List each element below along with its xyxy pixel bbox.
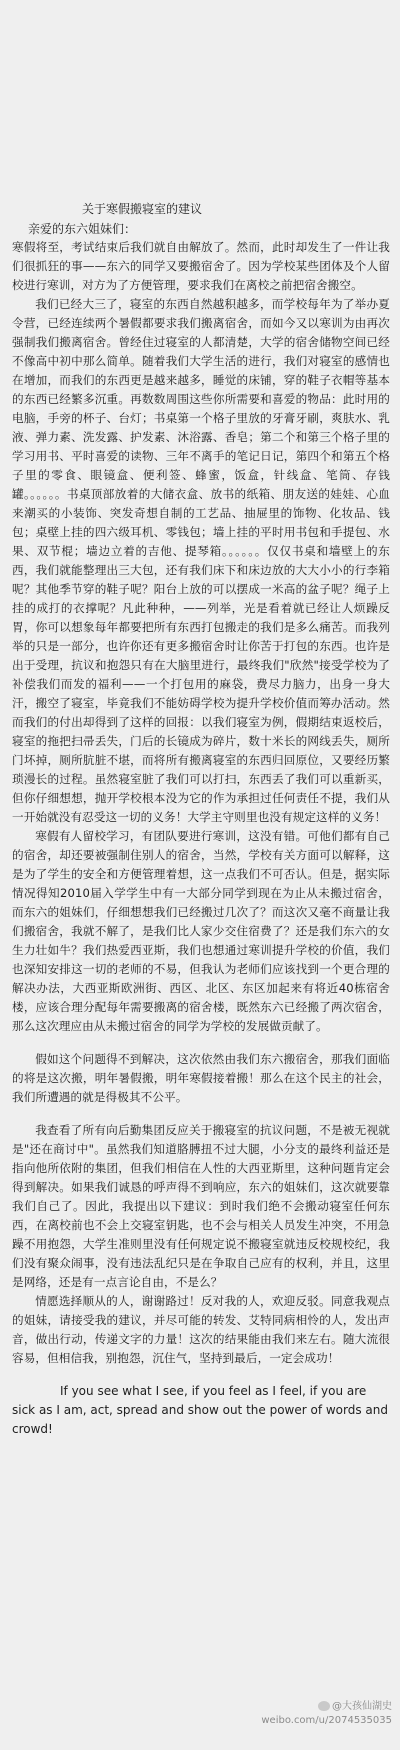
- watermark-handle: @大孩仙湖史: [332, 1701, 392, 1712]
- paragraph-3: 寒假有人留校学习，有团队要进行寒训，这没有错。可他们都有自己的宿舍，却还要被强制住别人的宿舍，当然，学校有关方面可以解释，这是为了学生的安全和方便管理着想，这一点我们不可否认。但是，据实际情况得知2010届入学学生中有一大部分同学到现在为止从未搬过宿舍，而东六的姐妹们，仔细想想我们已经搬过几次了？而这次又毫不商量让我们搬宿舍，我就不解了，是我们比人家少交住宿费了？还是我们东六的女生力壮如牛？我们热爱西亚斯，我们也想通过寒训提升学校的价值，我们也深知安排这一切的老师的不易，但我认为老师们应该找到一个更合理的解决办法，大西亚斯欧洲街、西区、北区、东区加起来有将近40栋宿舍楼，应该合理分配每年需要搬离的宿舍楼，既然东六已经搬了两次宿舍，那么这次理应由从未搬过宿舍的同学为学校的发展做贡献了。: [12, 829, 390, 1033]
- watermark-url: weibo.com/u/2074535035: [261, 1715, 392, 1726]
- letter-title: 关于寒假搬寝室的建议: [82, 202, 203, 216]
- weibo-watermark: [261, 1700, 392, 1728]
- watermark-handle-row: [261, 1700, 392, 1714]
- paragraph-1: 寒假将至，考试结束后我们就自由解放了。然而，此时却发生了一件让我们很抓狂的事——东六的同学又要搬宿舍了。因为学校某些团体及个人留校进行寒训，对方为了方便管理，要求我们在离校之前把宿舍搬空。: [12, 240, 390, 292]
- paragraph-2: 我们已经大三了，寝室的东西自然越积越多，而学校每年为了举办夏令营，已经连续两个暑假都要求我们搬离宿舍，而如今又以寒训为由再次强制我们搬离宿舍。曾经住过寝室的人都清楚，大学的宿舍储物空间已经不像高中初中那么简单。随着我们大学生活的进行，我们对寝室的感情也在增加，而我们的东西更是越来越多，睡觉的床铺，穿的鞋子衣帽等基本的东西已经繁多沉重。再数数周围这些你所需要和喜爱的物品：此时用的电脑，手旁的杯子、台灯；书桌第一个格子里放的牙膏牙刷，爽肤水、乳液、弹力素、洗发露、护发素、沐浴露、香皂；第二个和第三个格子里的学习用书、平时喜爱的读物、三年不离手的笔记日记，第四个和第五个格子里的零食、眼镜盒、便利签、蜂蜜，饭盒，针线盒、笔筒、存钱罐。。。。。。书桌顶部放着的大储衣盒、放书的纸箱、朋友送的娃娃、心血来潮买的小装饰、突发奇想自制的工艺品、抽屉里的饰物、化妆品、钱包；桌壁上挂的四六级耳机、零钱包；墙上挂的平时用书包和手提包、水果、双节棍；墙边立着的吉他、提琴箱。。。。。。仅仅书桌和墙壁上的东西，我们就能整理出三大包，还有我们床下和床边放的大大小小的行李箱呢？其他季节穿的鞋子呢？阳台上放的可以摆成一米高的盆子呢？绳子上挂的成打的衣撑呢？凡此种种，——列举，光是看着就已经让人烦躁反胃，你可以想象每年都要把所有东西打包搬走的我们是多么痛苦。而我列举的只是一部分，也许你还有更多搬宿舍时让你苦于打包的东西。也许是出于受理，抗议和抱怨只有在大脑里进行，最终我们"欣然"接受学校为了补偿我们而发的福利——一个打包用的麻袋，费尽力脑力，出身一身大汗，搬空了寝室，毕竟我们不能妨碍学校为提升学校价值而筹办活动。然而我们的付出却得到了这样的回报：以我们寝室为例，假期结束返校后，寝室的拖把扫帚丢失，门后的长镜成为碎片，数十米长的网线丢失，厕所门坏掉，厕所肮脏不堪，而将所有搬离寝室的东西归回原位，又要经历繁琐漫长的过程。虽然寝室脏了我们可以打扫，东西丢了我们可以重新买，但你仔细想想，抛开学校根本没为它的作为承担过任何责任不提，我们从一开始就没有忍受这一切的义务！大学主守则里也没有规定这样的义务！: [12, 297, 390, 824]
- letter-greeting: 亲爱的东六姐妹们：: [28, 222, 137, 236]
- paragraph-4: 假如这个问题得不到解决，这次依然由我们东六搬宿舍，那我们面临的将是这次搬，明年暑假搬，明年寒假接着搬！那么在这个民主的社会，我们所遭遇的就是得极其不公平。: [12, 1052, 390, 1104]
- paragraph-5: 我查看了所有向后勤集团反应关于搬寝室的抗议问题，不是被无视就是"还在商讨中"。虽然我们知道胳膊扭不过大腿，小分支的最终利益还是指向他所依附的集团，但我们相信在人性的大西亚斯里，这种问题肯定会得到解决。如果我们诚恳的呼声得不到响应，东六的姐妹们，这次就要靠我们自己了。因此，我提出以下建议：到时我们绝不会搬动寝室任何东西，在离校前也不会上交寝室钥匙，也不会与相关人员发生冲突，不用急躁不用抱怨，大学生准则里没有任何规定说不搬寝室就违反校规校纪，我们没有聚众闹事，没有违法乱纪只是在争取自己应有的权利，并且，这里是网络，还是有一点言论自由，不是么？: [12, 1123, 390, 1289]
- weibo-logo-icon: [318, 1701, 330, 1711]
- english-closing: If you see what I see, if you feel as I feel, if you are sick as I am, act, spread and show out the power of words and crowd!: [12, 1384, 389, 1436]
- paragraph-6: 情愿选择顺从的人，谢谢路过！反对我的人，欢迎反驳。同意我观点的姐妹，请接受我的建议，并尽可能的转发、艾特同病相怜的人，发出声音，做出行动，传递文字的力量！这次的结果能由我们来左右。随大流很容易，但相信我，别抱怨，沉住气，坚持到最后，一定会成功！: [12, 1294, 390, 1365]
